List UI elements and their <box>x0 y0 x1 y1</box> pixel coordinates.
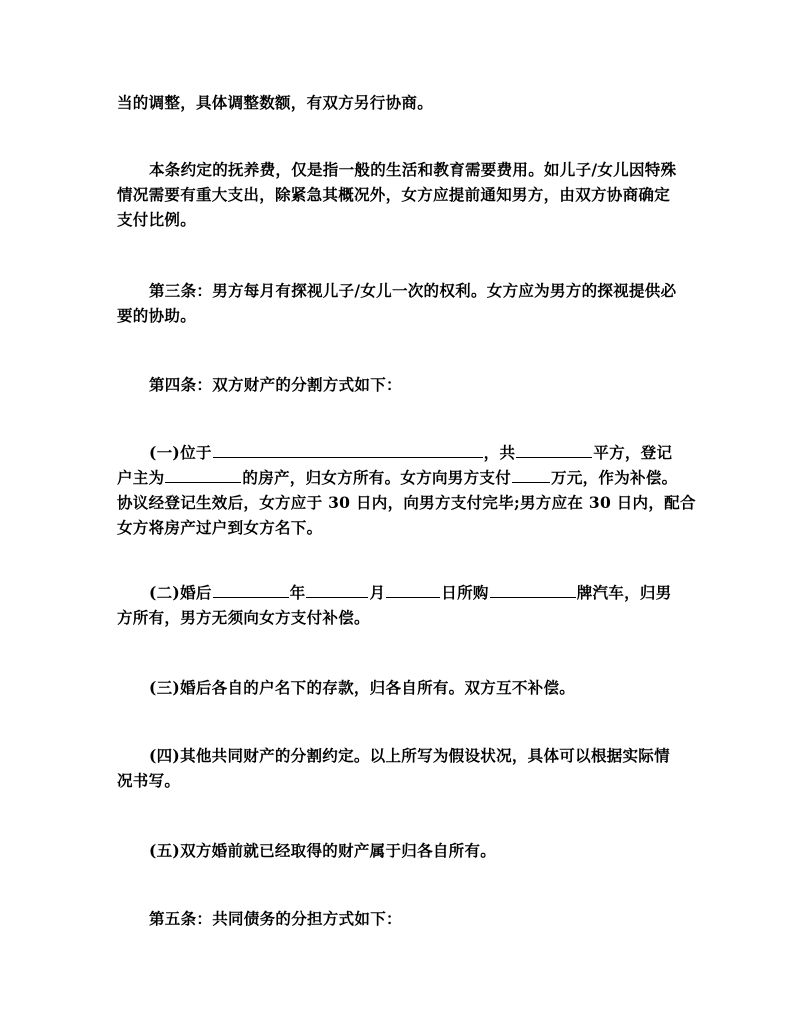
text-line: 要的协助。 <box>117 306 197 325</box>
text-segment: 户主为 <box>117 468 165 487</box>
paragraph-car-property <box>117 580 683 630</box>
text-line: 协议经登记生效后，女方应于 30 日内，向男方支付完毕;男方应在 30 日内，配合 <box>117 493 696 512</box>
text-line: (四)其他共同财产的分割约定。以上所写为假设状况，具体可以根据实际情 <box>149 746 670 765</box>
text-line: 本条约定的抚养费，仅是指一般的生活和教育需要费用。如儿子/女儿因特殊 <box>149 160 677 179</box>
paragraph-premarital-property <box>117 838 683 863</box>
text-line: 第四条：双方财产的分割方式如下： <box>149 375 402 394</box>
fill-in-blank-location <box>213 441 483 458</box>
paragraph-article-three <box>117 278 683 328</box>
fill-in-blank-month <box>306 581 368 598</box>
fill-in-blank-day <box>386 581 440 598</box>
text-segment: 平方，登记 <box>593 443 673 462</box>
text-segment: 年 <box>289 583 306 602</box>
paragraph-article-four <box>117 372 683 397</box>
text-segment: 牌汽车，归男 <box>576 583 672 602</box>
fill-in-blank-year <box>213 581 289 598</box>
text-segment: 万元，作为补偿。 <box>551 468 678 487</box>
paragraph-deposits <box>117 675 683 700</box>
text-line <box>117 440 683 465</box>
text-line: (五)双方婚前就已经取得的财产属于归各自所有。 <box>149 841 497 860</box>
text-line <box>117 465 683 490</box>
text-segment: 的房产，归女方所有。女方向男方支付 <box>242 468 512 487</box>
fill-in-blank-car-brand <box>490 581 576 598</box>
text-segment: ，共 <box>483 443 516 462</box>
paragraph-house-property <box>117 440 696 540</box>
text-line: 支付比例。 <box>117 210 197 229</box>
text-segment: (一)位于 <box>149 443 212 462</box>
paragraph-support-fee <box>117 157 683 232</box>
text-line <box>117 580 683 605</box>
text-line: (三)婚后各自的户名下的存款，归各自所有。双方互不补偿。 <box>149 678 576 697</box>
text-line: 方所有，男方无须向女方支付补偿。 <box>117 608 370 627</box>
paragraph-other-property <box>117 743 683 793</box>
fill-in-blank-amount <box>512 466 550 483</box>
text-line: 第三条：男方每月有探视儿子/女儿一次的权利。女方应为男方的探视提供必 <box>149 281 677 300</box>
paragraph-article-five <box>117 906 683 931</box>
text-line: 当的调整，具体调整数额，有双方另行协商。 <box>117 93 434 112</box>
text-line: 第五条：共同债务的分担方式如下： <box>149 909 402 928</box>
text-segment: 日所购 <box>441 583 489 602</box>
text-line: 情况需要有重大支出，除紧急其概况外，女方应提前通知男方，由双方协商确定 <box>117 185 671 204</box>
paragraph-adjustment-continuation <box>117 90 683 115</box>
text-line: 况书写。 <box>117 771 181 790</box>
fill-in-blank-area <box>516 441 592 458</box>
text-segment: (二)婚后 <box>149 583 212 602</box>
text-segment: 月 <box>369 583 386 602</box>
fill-in-blank-owner <box>165 466 241 483</box>
text-line: 女方将房产过户到女方名下。 <box>117 518 323 537</box>
